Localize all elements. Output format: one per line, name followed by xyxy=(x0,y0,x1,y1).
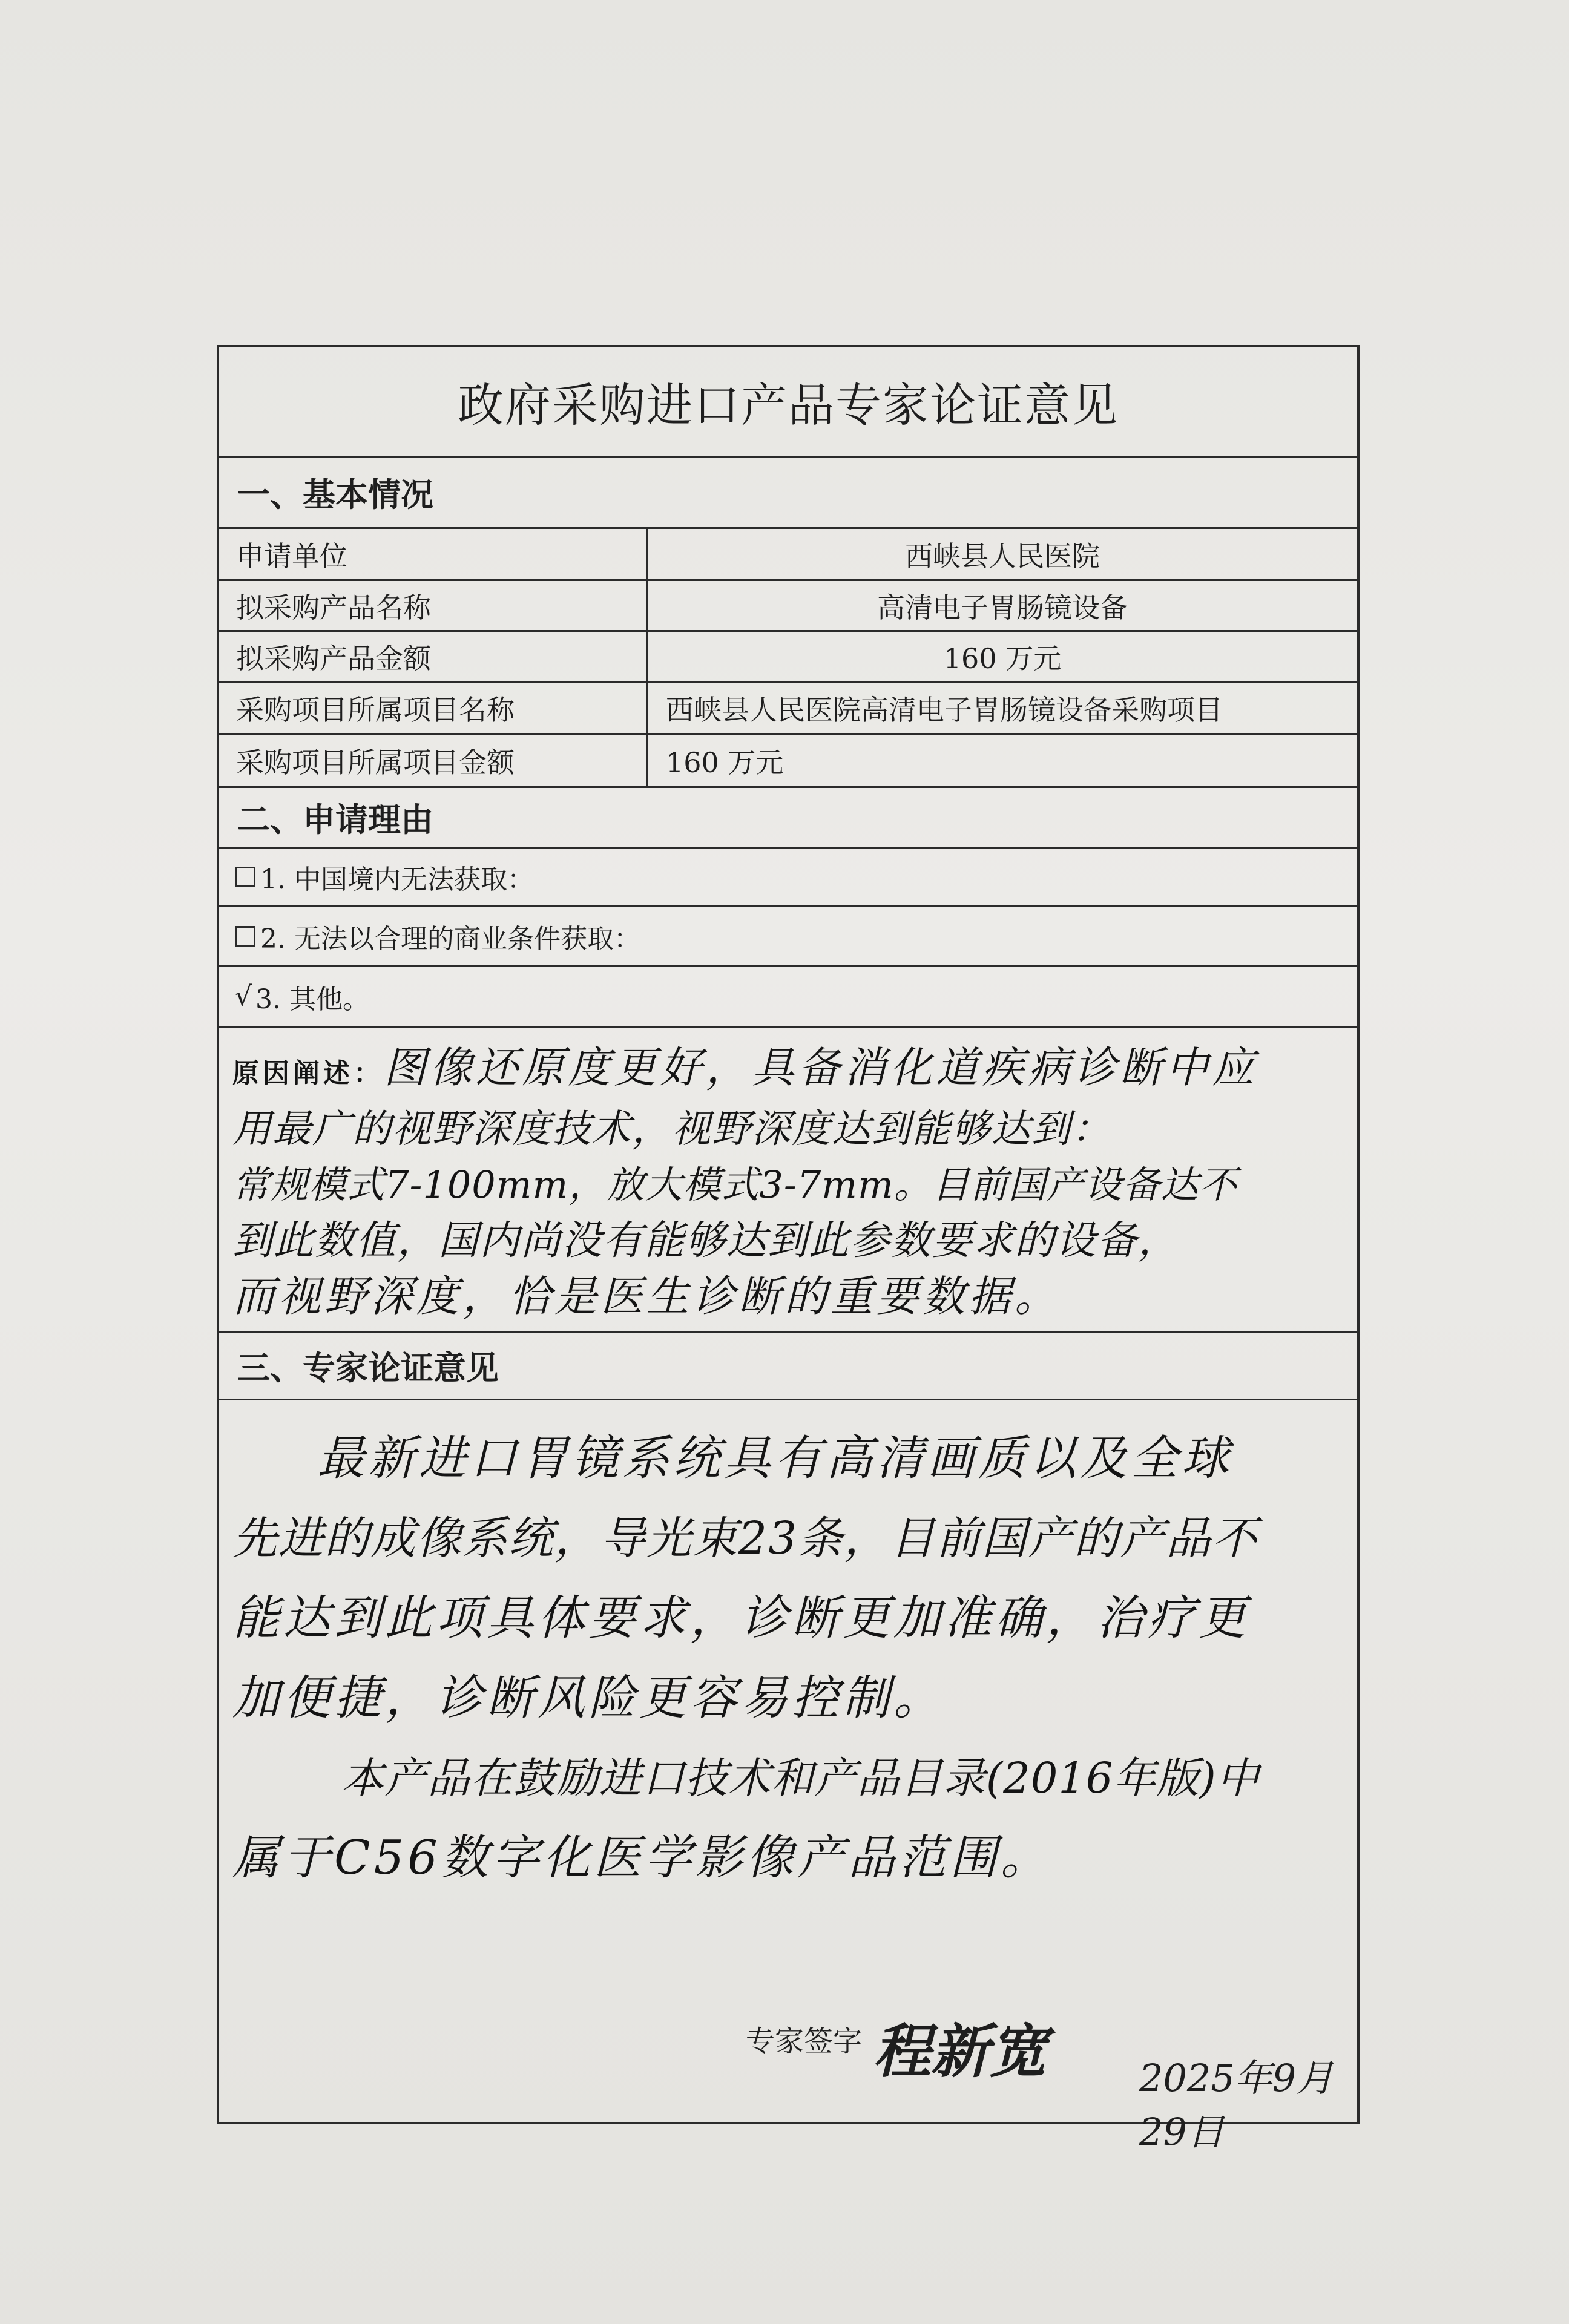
info-value: 160 万元 xyxy=(666,746,784,779)
info-value: 高清电子胃肠镜设备 xyxy=(877,591,1128,624)
info-row-product-amount xyxy=(219,632,1357,683)
explanation-line: 而视野深度，恰是医生诊断的重要数据。 xyxy=(232,1272,1061,1321)
expert-opinion-form xyxy=(217,345,1360,2154)
explanation-label: 原因阐述： xyxy=(232,1058,384,1089)
form-title: 政府采购进口产品专家论证意见 xyxy=(219,347,1357,458)
signature-handwriting: 程新宽 xyxy=(873,2017,1047,2086)
checkbox-empty-icon xyxy=(235,926,255,947)
info-row-project-amount xyxy=(219,735,1357,788)
opinion-line: 能达到此项具体要求，诊断更加准确，治疗更 xyxy=(232,1591,1250,1646)
reason-1 xyxy=(219,849,1357,907)
info-value: 西峡县人民医院 xyxy=(905,539,1100,573)
reason-text: 2. 无法以合理的商业条件获取： xyxy=(260,923,640,954)
section-reasons: 二、申请理由 xyxy=(219,788,1357,849)
info-label: 采购项目所属项目金额 xyxy=(219,735,648,786)
info-value: 西峡县人民医院高清电子胃肠镜设备采购项目 xyxy=(666,693,1223,726)
opinion-line: 先进的成像系统，导光束23条，目前国产的产品不 xyxy=(232,1512,1258,1564)
info-label: 拟采购产品名称 xyxy=(219,581,648,630)
opinion-line: 加便捷，诊断风险更容易控制。 xyxy=(232,1671,945,1725)
section-expert-opinion: 三、专家论证意见 xyxy=(219,1333,1357,1400)
explanation-line: 常规模式7-100mm，放大模式3-7mm。目前国产设备达不 xyxy=(232,1163,1237,1207)
reason-2 xyxy=(219,907,1357,967)
reason-text: 1. 中国境内无法获取： xyxy=(260,864,534,895)
explanation-handwriting xyxy=(232,1040,1345,1324)
opinion-line: 最新进口胃镜系统具有高清画质以及全球 xyxy=(317,1431,1233,1486)
explanation-line: 到此数值，国内尚没有能够达到此参数要求的设备， xyxy=(232,1217,1179,1264)
info-row-project-name xyxy=(219,683,1357,735)
signature-label: 专家签字 xyxy=(746,2024,863,2058)
reason-text: 3. 其他。 xyxy=(255,983,370,1015)
opinion-handwriting xyxy=(232,1419,1340,1898)
reason-3 xyxy=(219,967,1357,1028)
checkbox-empty-icon xyxy=(235,867,255,887)
info-row-product-name xyxy=(219,581,1357,632)
info-row-applicant xyxy=(219,529,1357,581)
checkmark-icon: √ xyxy=(235,981,252,1012)
explanation-line: 用最广的视野深度技术，视野深度达到能够达到： xyxy=(232,1107,1111,1152)
reason-explanation xyxy=(219,1028,1357,1333)
expert-opinion-body xyxy=(219,1400,1357,2122)
opinion-line: 属于C56数字化医学影像产品范围。 xyxy=(232,1831,1051,1885)
opinion-line: 本产品在鼓励进口技术和产品目录(2016年版)中 xyxy=(341,1753,1260,1803)
signature-date: 2025年9月29日 xyxy=(1139,2056,1334,2154)
explanation-line: 图像还原度更好，具备消化道疾病诊断中应 xyxy=(384,1043,1258,1092)
info-label: 采购项目所属项目名称 xyxy=(219,683,648,733)
info-label: 申请单位 xyxy=(219,529,648,579)
info-value: 160 万元 xyxy=(943,642,1062,675)
info-label: 拟采购产品金额 xyxy=(219,632,648,681)
section-basic-info: 一、基本情况 xyxy=(219,458,1357,529)
